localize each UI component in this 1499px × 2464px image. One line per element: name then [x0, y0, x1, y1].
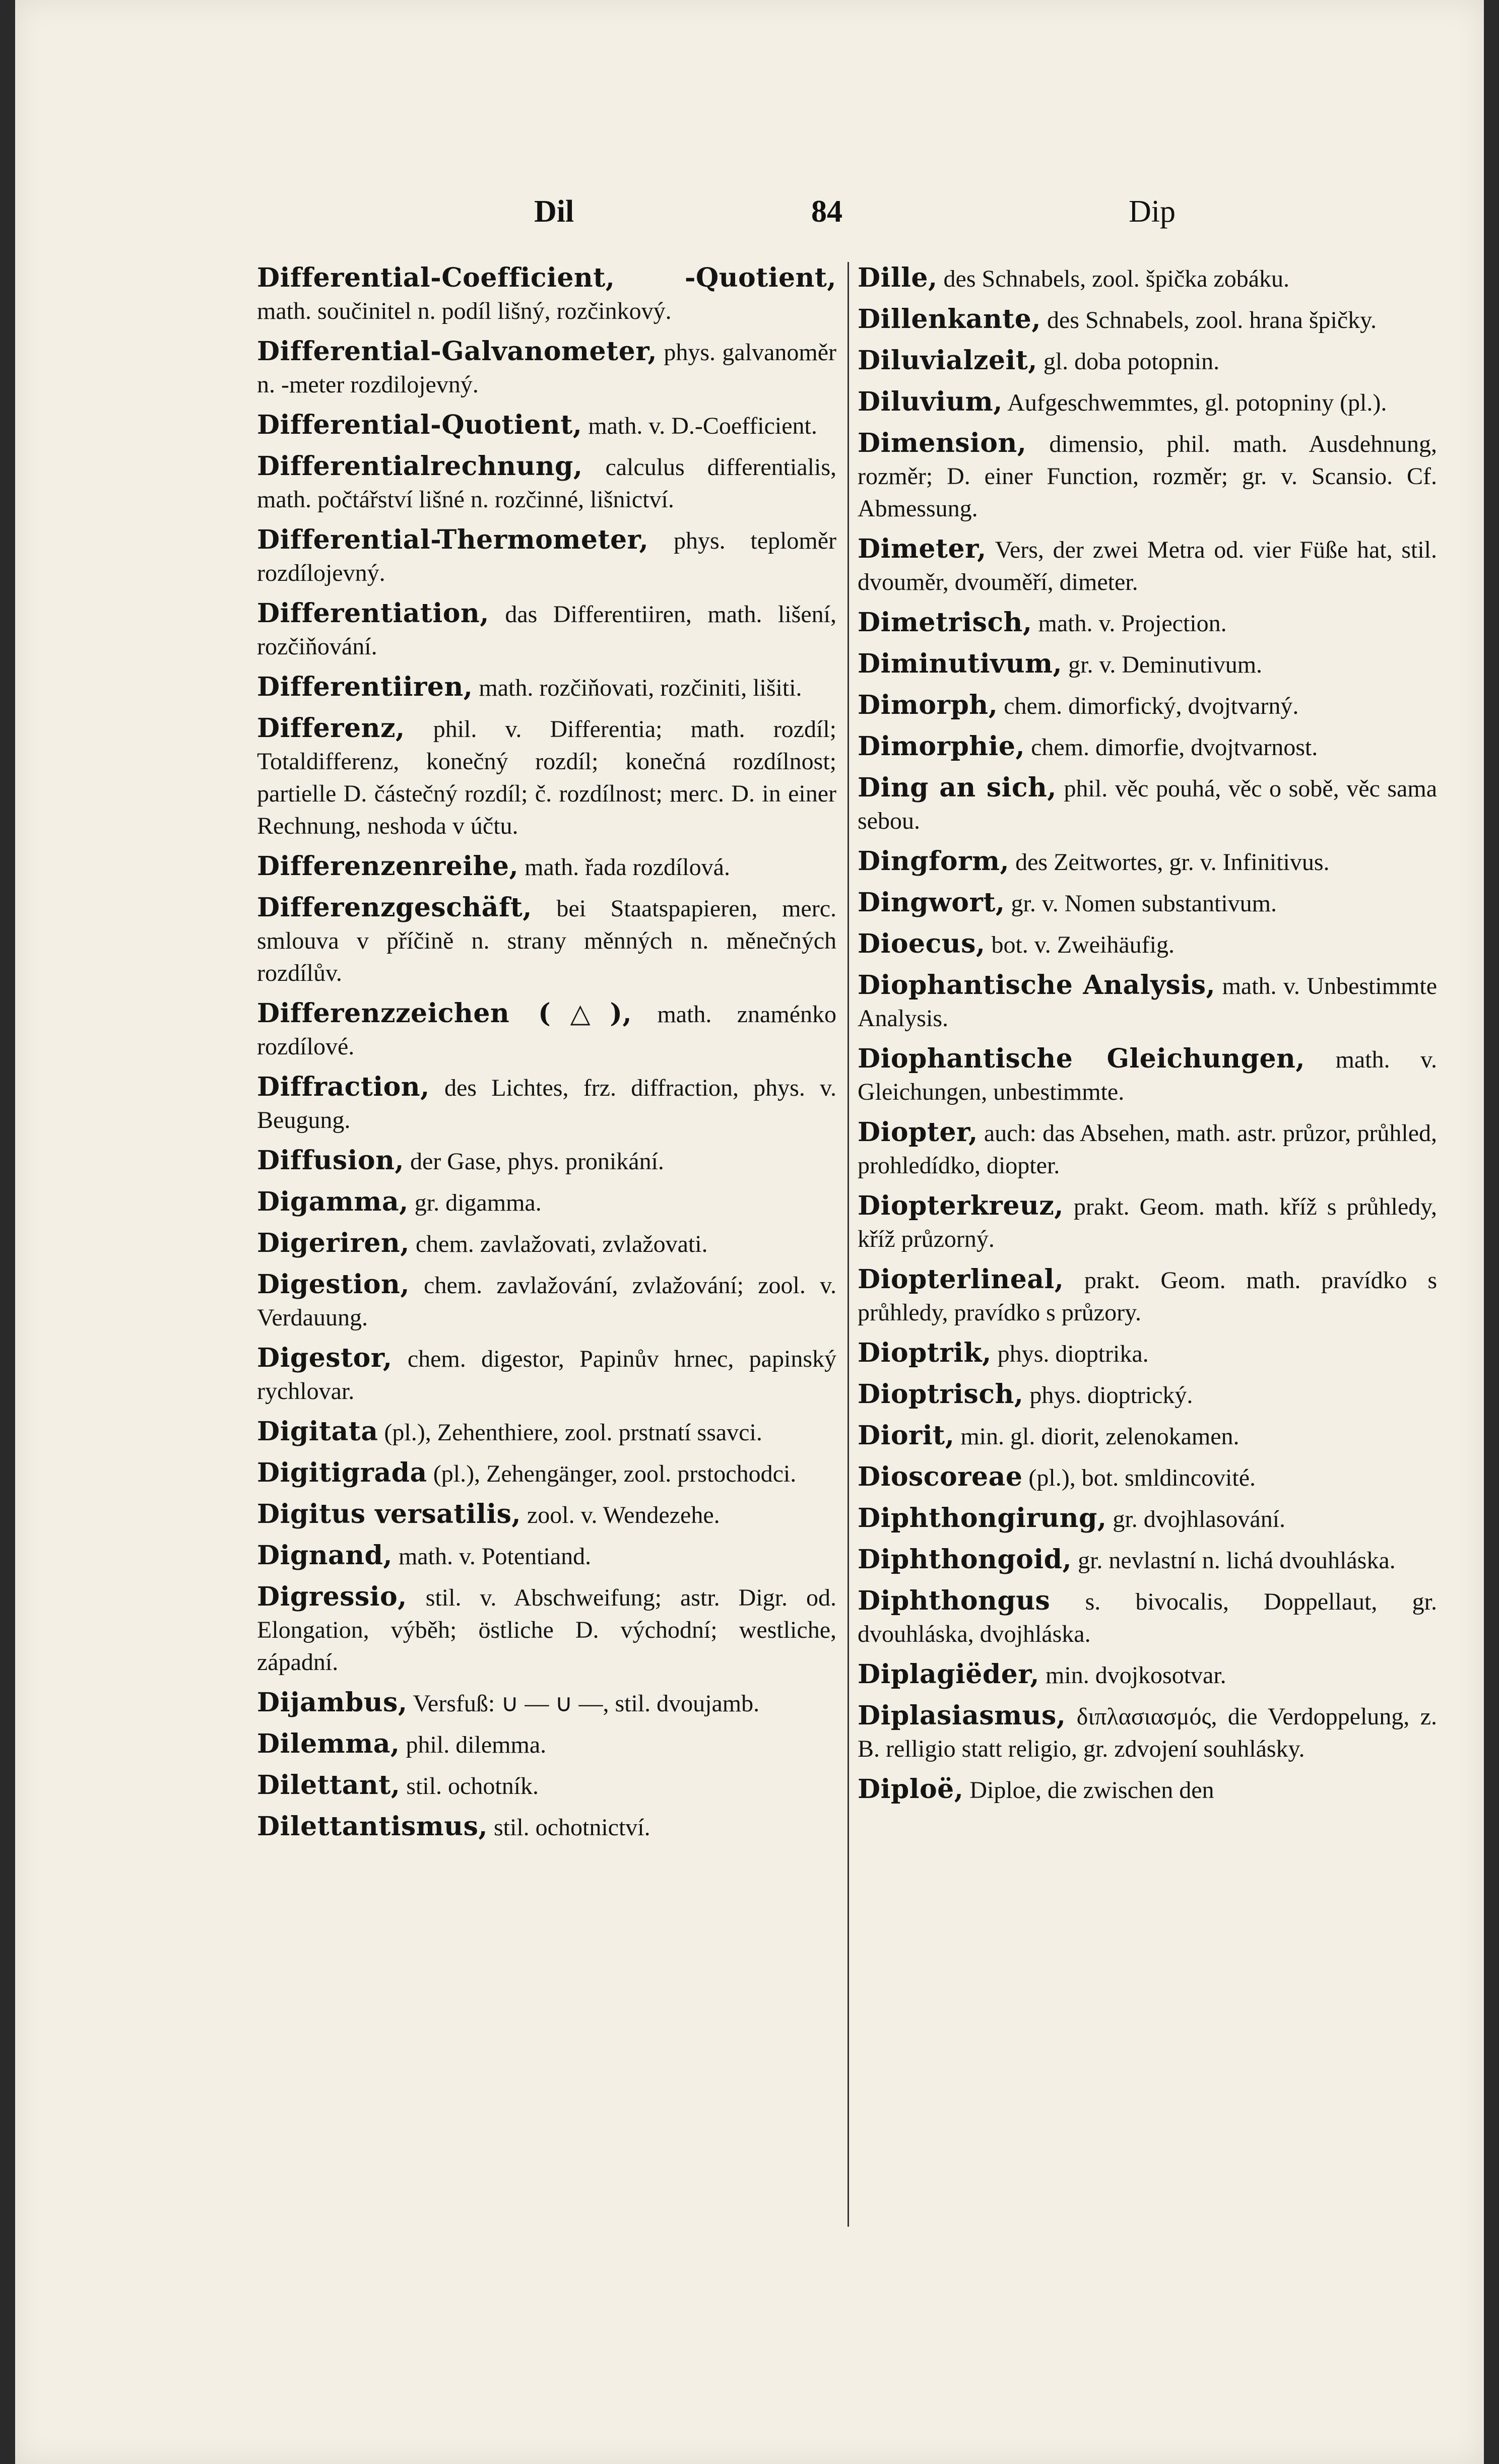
entry-headword: Differentiation, — [257, 598, 489, 629]
page-header — [15, 194, 1484, 254]
entry-headword: Differentiiren, — [257, 672, 473, 702]
entry-headword: Digeriren, — [257, 1228, 410, 1258]
dictionary-entry — [257, 1687, 836, 1720]
entry-definition: des Lichtes, frz. diffraction, phys. v. Beugung. — [257, 1075, 836, 1134]
dictionary-entry — [858, 689, 1437, 722]
dictionary-entry — [257, 1227, 836, 1260]
dictionary-entry — [858, 303, 1437, 337]
dictionary-entry — [858, 1420, 1437, 1453]
entry-headword: Dillenkante, — [858, 304, 1041, 335]
entry-definition: phys. dioptrika. — [991, 1341, 1149, 1367]
dictionary-entry — [257, 850, 836, 884]
entry-headword: Diplasiasmus, — [858, 1700, 1066, 1731]
entry-definition: math. v. Unbestimmte Analysis. — [858, 973, 1437, 1032]
entry-headword: Dignand, — [257, 1540, 393, 1571]
entry-definition: (pl.), Zehengänger, zool. prstochodci. — [427, 1460, 797, 1487]
entry-definition: chem. dimorfie, dvojtvarnost. — [1025, 734, 1318, 761]
column-divider — [848, 262, 849, 2227]
dictionary-entry — [858, 1502, 1437, 1536]
entry-headword: Differenzzeichen (△), — [257, 998, 632, 1029]
entry-headword: Dimeter, — [858, 534, 987, 564]
entry-headword: Diopterlineal, — [858, 1264, 1064, 1295]
entry-definition: math. v. Gleichungen, unbestimmte. — [858, 1046, 1437, 1105]
entry-headword: Diphthongoid, — [858, 1544, 1072, 1575]
entry-definition: des Schnabels, zool. špička zobáku. — [937, 265, 1290, 292]
entry-definition: chem. zavlažování, zvlažování; zool. v. Verdauung. — [257, 1272, 836, 1331]
entry-headword: Dilettant, — [257, 1770, 401, 1801]
entry-headword: Digamma, — [257, 1186, 409, 1217]
dictionary-entry — [257, 1071, 836, 1137]
entry-definition: math. znaménko rozdílové. — [257, 1001, 836, 1060]
entry-headword: Digitata — [257, 1416, 378, 1447]
dictionary-entry — [858, 845, 1437, 879]
entry-definition: s. bivocalis, Doppellaut, gr. dvouhláska, dvojhláska. — [858, 1588, 1437, 1647]
entry-definition: math. v. D.-Coefficient. — [582, 413, 817, 439]
entry-definition: min. dvojkosotvar. — [1039, 1662, 1226, 1689]
dictionary-entry — [858, 1263, 1437, 1329]
entry-headword: Differenzgeschäft, — [257, 892, 532, 923]
dictionary-entry — [257, 262, 836, 327]
dictionary-entry — [257, 1769, 836, 1803]
entry-headword: Digestion, — [257, 1269, 410, 1300]
entry-headword: Dilemma, — [257, 1728, 400, 1759]
entry-headword: Diffraction, — [257, 1072, 430, 1102]
entry-headword: Differentialrechnung, — [257, 451, 583, 482]
entry-headword: Diluvialzeit, — [858, 345, 1037, 376]
entry-definition: phys. dioptrický. — [1023, 1382, 1193, 1409]
dictionary-entry — [257, 1728, 836, 1761]
page-number: 84 — [811, 194, 842, 229]
dictionary-entry — [858, 427, 1437, 525]
dictionary-entry — [257, 524, 836, 589]
entry-headword: Diphthongus — [858, 1585, 1051, 1616]
entry-headword: Dilettantismus, — [257, 1811, 488, 1842]
entry-headword: Dingform, — [858, 846, 1010, 877]
dictionary-entry — [858, 1378, 1437, 1412]
dictionary-entry — [858, 262, 1437, 295]
header-right-guide-word: Dip — [1129, 194, 1176, 229]
entry-definition: dimensio, phil. math. Ausdehnung, rozměr; D. einer Function, rozměr; gr. v. Scansio. Cf. Abmessung. — [858, 431, 1437, 522]
entry-definition: das Differentiiren, math. lišení, rozčiňování. — [257, 601, 836, 660]
dictionary-entry — [858, 730, 1437, 764]
entry-definition: gr. nevlastní n. lichá dvouhláska. — [1072, 1547, 1396, 1574]
entry-headword: Diplagiëder, — [858, 1659, 1040, 1690]
entry-headword: Dimorph, — [858, 690, 998, 720]
entry-headword: Diminutivum, — [858, 648, 1063, 679]
entry-definition: gr. v. Nomen substantivum. — [1005, 890, 1277, 917]
entry-definition: phil. věc pouhá, věc o sobě, věc sama sebou. — [858, 775, 1437, 834]
dictionary-entry — [257, 1269, 836, 1334]
dictionary-entry — [257, 1540, 836, 1573]
entry-definition: gl. doba potopnin. — [1037, 348, 1220, 375]
entry-definition: phys. teploměr rozdílojevný. — [257, 527, 836, 586]
entry-headword: Digestor, — [257, 1343, 393, 1373]
dictionary-entry — [858, 1116, 1437, 1182]
dictionary-entry — [257, 892, 836, 989]
dictionary-entry — [858, 1585, 1437, 1650]
dictionary-entry — [257, 1811, 836, 1844]
entry-headword: Digitus versatilis, — [257, 1499, 521, 1529]
entry-headword: Dingwort, — [858, 887, 1005, 918]
entry-headword: Differenzenreihe, — [257, 851, 519, 882]
left-column — [257, 262, 836, 2378]
entry-headword: Differential-Coefficient, -Quotient, — [257, 262, 836, 293]
entry-definition: phil. v. Differentia; math. rozdíl; Totaldifferenz, konečný rozdíl; konečná rozdílnost; partielle D. částečný rozdíl; č. rozdílnost; merc. D. in einer Rechnung, neshoda v účtu. — [257, 716, 836, 839]
entry-definition: Versfuß: ∪ — ∪ —, stil. dvoujamb. — [407, 1690, 760, 1717]
entry-headword: Differential-Quotient, — [257, 410, 582, 440]
dictionary-entry — [858, 1544, 1437, 1577]
dictionary-entry — [257, 409, 836, 442]
entry-headword: Dioptrik, — [858, 1338, 992, 1368]
dictionary-entry — [858, 887, 1437, 920]
entry-definition: calculus differentialis, math. počtářství lišné n. rozčinné, lišnictví. — [257, 454, 836, 513]
entry-definition: gr. v. Deminutivum. — [1062, 651, 1263, 678]
dictionary-entry — [858, 533, 1437, 598]
header-left-guide-word: Dil — [534, 194, 574, 229]
entry-definition: chem. digestor, Papinův hrnec, papinský rychlovar. — [257, 1346, 836, 1405]
entry-definition: math. řada rozdílová. — [518, 854, 730, 881]
entry-definition: math. součinitel n. podíl lišný, rozčinkový. — [257, 298, 672, 324]
entry-definition: stil. v. Abschweifung; astr. Digr. od. Elongation, výběh; östliche D. východní; westliche, západní. — [257, 1584, 836, 1676]
entry-headword: Differenz, — [257, 713, 405, 744]
dictionary-entry — [858, 969, 1437, 1035]
entry-headword: Dimetrisch, — [858, 607, 1032, 638]
dictionary-entry — [257, 1342, 836, 1408]
entry-definition: math. v. Potentiand. — [392, 1543, 592, 1570]
entry-headword: Dioptrisch, — [858, 1379, 1024, 1410]
entry-definition: math. v. Projection. — [1032, 610, 1227, 637]
dictionary-entry — [858, 1773, 1437, 1807]
dictionary-entry — [257, 1145, 836, 1178]
dictionary-entry — [257, 336, 836, 401]
dictionary-entry — [858, 1337, 1437, 1370]
entry-definition: bot. v. Zweihäufig. — [985, 931, 1175, 958]
dictionary-entry — [257, 712, 836, 842]
entry-definition: gr. digamma. — [408, 1189, 542, 1216]
entry-definition: prakt. Geom. math. kříž s průhledy, kříž průzorný. — [858, 1193, 1437, 1252]
entry-definition: (pl.), Zehenthiere, zool. prstnatí ssavci. — [378, 1419, 762, 1446]
entry-headword: Diophantische Analysis, — [858, 970, 1216, 1001]
entry-definition: Vers, der zwei Metra od. vier Füße hat, stil. dvouměr, dvouměří, dimeter. — [858, 537, 1437, 595]
dictionary-entry — [257, 1498, 836, 1531]
dictionary-entry — [858, 772, 1437, 837]
dictionary-entry — [858, 345, 1437, 378]
entry-headword: Digressio, — [257, 1581, 407, 1612]
entry-headword: Diopterkreuz, — [858, 1190, 1064, 1221]
entry-definition: bei Staatspapieren, merc. smlouva v příčině n. strany měnných n. měnečných rozdílův. — [257, 895, 836, 986]
dictionary-entry — [257, 1457, 836, 1490]
entry-headword: Differential-Galvanometer, — [257, 336, 657, 367]
dictionary-entry — [257, 1416, 836, 1449]
entry-headword: Dioscoreae — [858, 1461, 1023, 1492]
entry-headword: Dimorphie, — [858, 731, 1025, 762]
dictionary-entry — [257, 997, 836, 1063]
entry-definition: διπλασιασμός, die Verdoppelung, z. B. relligio statt religio, gr. zdvojení souhlásky. — [858, 1703, 1437, 1762]
entry-definition: chem. zavlažovati, zvlažovati. — [409, 1231, 708, 1257]
entry-headword: Diphthongirung, — [858, 1503, 1107, 1534]
dictionary-page — [15, 0, 1484, 2464]
entry-definition: phys. galvanoměr n. -meter rozdilojevný. — [257, 339, 836, 398]
entry-headword: Dijambus, — [257, 1687, 408, 1718]
dictionary-entry — [257, 450, 836, 516]
entry-definition: stil. ochotník. — [400, 1773, 539, 1800]
dictionary-entry — [858, 928, 1437, 961]
dictionary-entry — [257, 597, 836, 663]
entry-definition: chem. dimorfický, dvojtvarný. — [998, 693, 1299, 719]
entry-headword: Differential-Thermometer, — [257, 524, 649, 555]
entry-headword: Ding an sich, — [858, 772, 1057, 803]
dictionary-entry — [858, 1043, 1437, 1108]
dictionary-entry — [257, 1186, 836, 1219]
dictionary-entry — [858, 607, 1437, 640]
entry-definition: (pl.), bot. smldincovité. — [1022, 1464, 1256, 1491]
entry-headword: Diorit, — [858, 1420, 955, 1451]
entry-definition: Diploe, die zwischen den — [963, 1777, 1214, 1804]
entry-definition: math. rozčiňovati, rozčiniti, lišiti. — [473, 675, 802, 701]
entry-headword: Digitigrada — [257, 1457, 427, 1488]
dictionary-entry — [858, 1658, 1437, 1692]
entry-definition: gr. dvojhlasování. — [1106, 1506, 1286, 1533]
dictionary-entry — [858, 1700, 1437, 1765]
entry-headword: Diploë, — [858, 1774, 964, 1805]
entry-headword: Diffusion, — [257, 1145, 405, 1176]
entry-definition: min. gl. diorit, zelenokamen. — [954, 1423, 1240, 1450]
entry-definition: des Zeitwortes, gr. v. Infinitivus. — [1009, 849, 1330, 876]
entry-headword: Dille, — [858, 262, 938, 293]
entry-headword: Diophantische Gleichungen, — [858, 1043, 1305, 1074]
entry-definition: des Schnabels, zool. hrana špičky. — [1040, 307, 1377, 334]
entry-headword: Dimension, — [858, 428, 1027, 458]
entry-definition: phil. dilemma. — [400, 1732, 547, 1758]
entry-definition: Aufgeschwemmtes, gl. potopniny (pl.). — [1002, 389, 1387, 416]
entry-headword: Diluvium, — [858, 386, 1003, 417]
dictionary-entry — [858, 1461, 1437, 1494]
entry-definition: zool. v. Wendezehe. — [521, 1502, 720, 1528]
dictionary-entry — [858, 1190, 1437, 1255]
entry-headword: Dioecus, — [858, 928, 986, 959]
entry-definition: prakt. Geom. math. pravídko s průhledy, pravídko s průzory. — [858, 1267, 1437, 1326]
dictionary-entry — [257, 1581, 836, 1679]
right-column — [858, 262, 1437, 2378]
dictionary-entry — [257, 671, 836, 704]
entry-headword: Diopter, — [858, 1117, 978, 1148]
dictionary-entry — [858, 648, 1437, 681]
entry-definition: auch: das Absehen, math. astr. průzor, průhled, prohledídko, diopter. — [858, 1120, 1437, 1179]
entry-definition: stil. ochotnictví. — [487, 1814, 650, 1841]
entry-definition: der Gase, phys. pronikání. — [404, 1148, 664, 1175]
dictionary-entry — [858, 386, 1437, 419]
